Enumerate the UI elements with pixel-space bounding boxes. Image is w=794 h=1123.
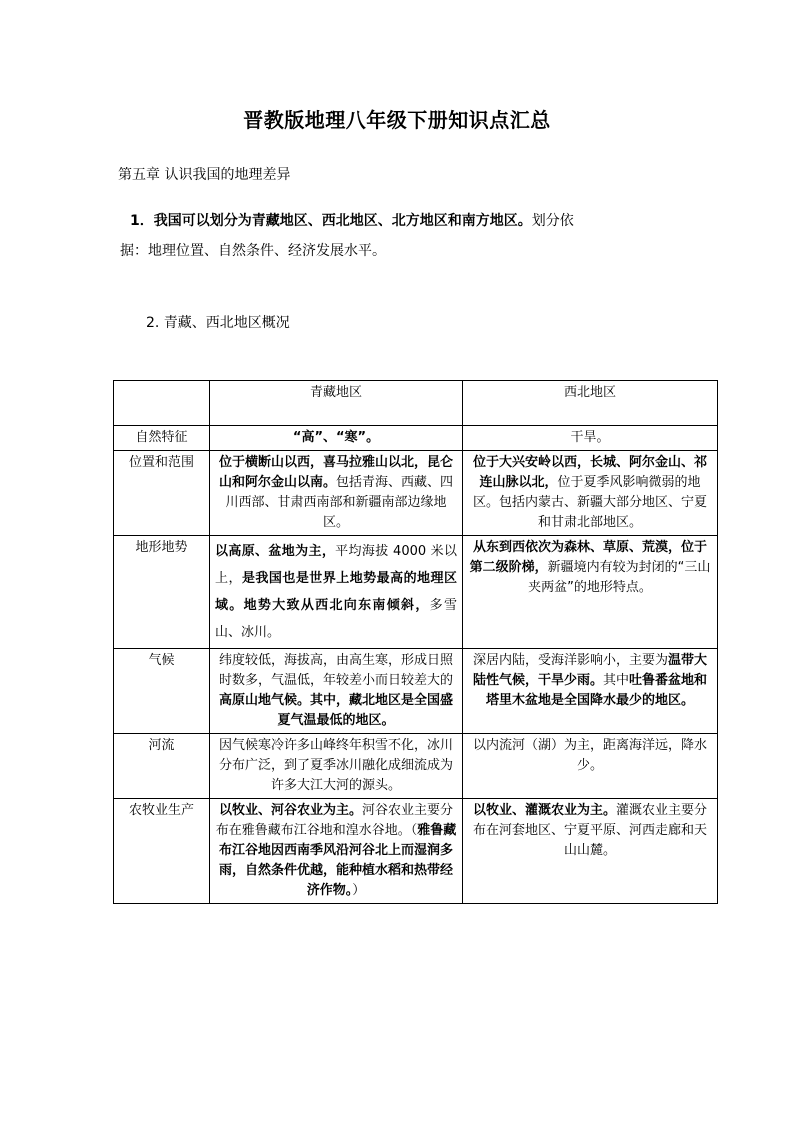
cell-text: 新疆境内有较为封闭的“三山夹两盆”的地形特点。 <box>528 560 711 595</box>
xibei-cell <box>463 649 718 734</box>
qingzang-cell <box>210 451 463 536</box>
table-row <box>114 451 718 536</box>
cell-text: 灌溉农业主要分布在河套地区、宁夏平原、河西走廊和天山山麓。 <box>472 803 708 858</box>
point-1-text: 划分依 <box>531 213 574 229</box>
row-label: 位置和范围 <box>114 451 210 536</box>
xibei-cell <box>463 734 718 799</box>
point-1-line-2: 据：地理位置、自然条件、经济发展水平。 <box>120 243 386 259</box>
row-label: 河流 <box>114 734 210 799</box>
cell-text: 包括青海、西藏、四川西部、甘肃西南部和新疆南部边缘地区。 <box>225 475 454 530</box>
cell-bold-text: 雅鲁藏布江谷地因西南季风沿河谷北上而湿润多雨，自然条件优越，能种植水稻和热带经济作物。 <box>218 823 457 898</box>
cell-bold-text: 位于横断山以西，喜马拉雅山以北，昆仑山和阿尔金山以南。 <box>218 455 453 490</box>
cell-bold-text: 以高原、盆地为主， <box>215 544 336 559</box>
cell-bold-text: 以牧业、灌溉农业为主。 <box>472 803 616 818</box>
qingzang-cell <box>210 536 463 649</box>
xibei-cell <box>463 451 718 536</box>
header-empty-cell <box>114 381 210 426</box>
cell-bold-text: “高”、“寒”。 <box>292 430 380 445</box>
cell-text: 多雪山、冰川。 <box>215 598 457 640</box>
row-label: 气候 <box>114 649 210 734</box>
cell-bold-text: 温带大陆性气候，干旱少雨。 <box>472 653 708 688</box>
point-1-paragraph <box>120 206 660 266</box>
cell-text: 因气候寒冷许多山峰终年积雪不化，冰川分布广泛，到了夏季冰川融化成细流成为许多大江大河的源头。 <box>218 738 453 793</box>
cell-bold-text: 吐鲁番盆地和塔里木盆地是全国降水最少的地区。 <box>485 673 708 708</box>
cell-text: 以内流河（湖）为主，距离海洋远，降水少。 <box>472 738 707 773</box>
table-row <box>114 536 718 649</box>
point-1-bold-text: 我国可以划分为青藏地区、西北地区、北方地区和南方地区。 <box>153 213 532 229</box>
cell-text: 纬度较低，海拔高，由高生寒，形成日照时数多，气温低，年较差小而日较差大的 <box>218 653 453 688</box>
page-title: 晋教版地理八年级下册知识点汇总 <box>243 108 551 132</box>
table-row <box>114 734 718 799</box>
xibei-cell <box>463 536 718 649</box>
table-row <box>114 799 718 904</box>
cell-bold-text: 是我国也是世界上地势最高的地理区域。地势大致从西北向东南倾斜， <box>215 571 457 613</box>
row-label: 自然特征 <box>114 426 210 451</box>
qingzang-cell <box>210 734 463 799</box>
cell-bold-text: 从东到西依次为森林、草原、荒漠，位于第二级阶梯， <box>469 540 707 575</box>
cell-text: 河谷农业主要分布在雅鲁藏布江谷地和湟水谷地。（ <box>215 803 454 838</box>
chapter-heading: 第五章 认识我国的地理差异 <box>118 167 291 183</box>
cell-bold-text: 位于大兴安岭以西，长城、阿尔金山、祁连山脉以北， <box>472 455 707 490</box>
table-row <box>114 649 718 734</box>
row-label: 农牧业生产 <box>114 799 210 904</box>
cell-bold-text: 高原山地气候。其中，藏北地区是全国盛夏气温最低的地区。 <box>218 693 453 728</box>
cell-text: 深居内陆，受海洋影响小，主要为 <box>472 653 668 668</box>
cell-text: ） <box>352 883 366 898</box>
cell-bold-text: 以牧业、河谷农业为主。 <box>218 803 362 818</box>
table-header-row <box>114 381 718 426</box>
cell-text: 平均海拔 4000 米以上， <box>215 544 457 586</box>
qingzang-cell <box>210 426 463 451</box>
region-comparison-table <box>113 380 718 904</box>
cell-text: 其中 <box>602 673 629 688</box>
header-xibei: 西北地区 <box>463 381 718 426</box>
header-qingzang: 青藏地区 <box>210 381 463 426</box>
cell-text: 干旱。 <box>570 430 610 445</box>
qingzang-cell <box>210 649 463 734</box>
point-2-heading: 2. 青藏、西北地区概况 <box>146 315 290 331</box>
row-label: 地形地势 <box>114 536 210 649</box>
qingzang-cell <box>210 799 463 904</box>
point-1-number: 1． <box>130 213 154 229</box>
xibei-cell <box>463 799 718 904</box>
cell-text: 位于夏季风影响微弱的地区。包括内蒙古、新疆大部分地区、宁夏和甘肃北部地区。 <box>472 475 707 530</box>
xibei-cell <box>463 426 718 451</box>
table-row <box>114 426 718 451</box>
